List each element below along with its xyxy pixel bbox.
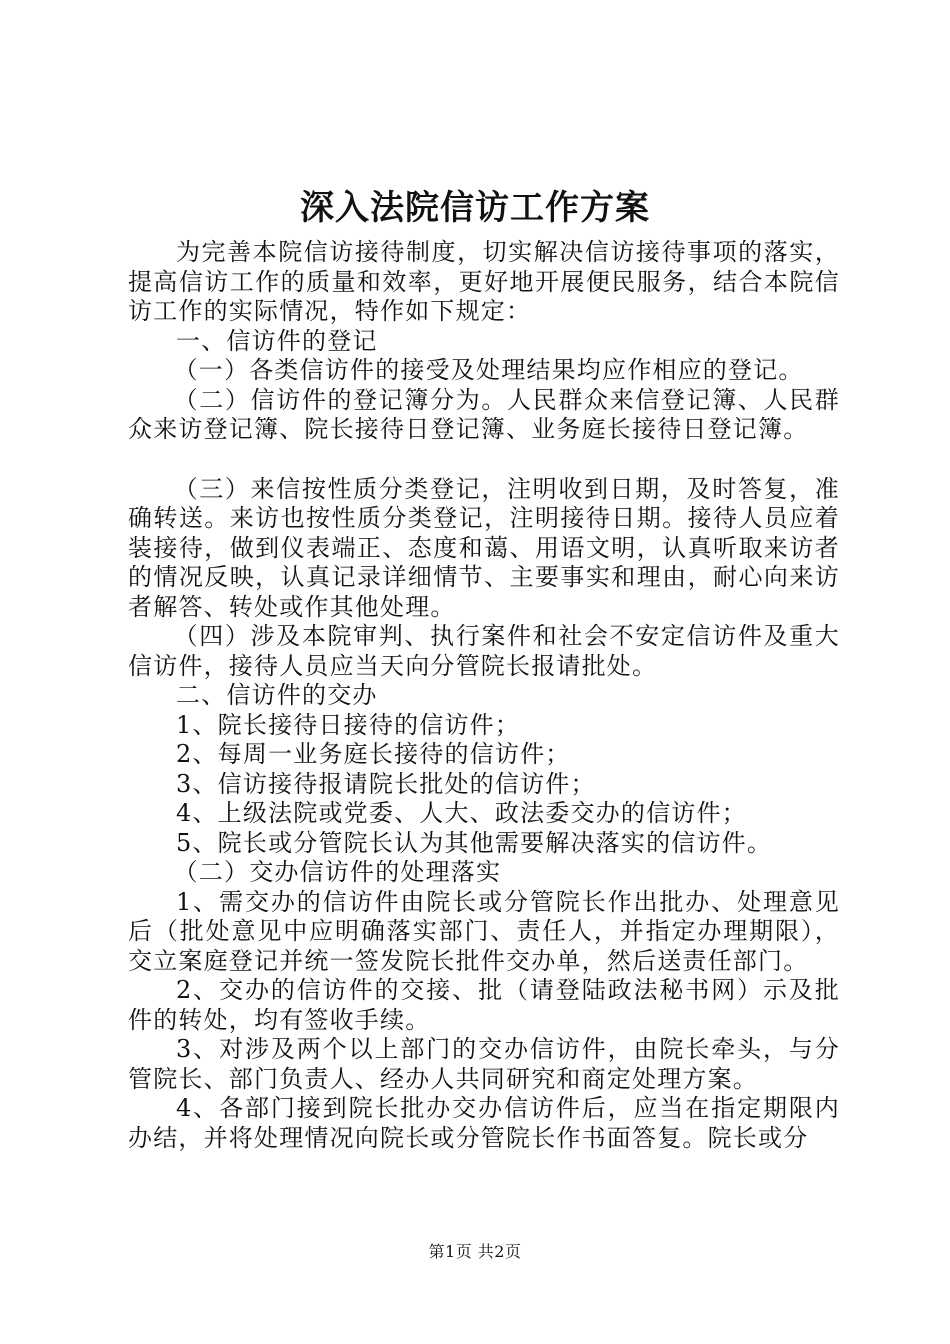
list-item: 3、信访接待报请院长批处的信访件； xyxy=(176,769,596,798)
section-heading-assignment: 二、信访件的交办 xyxy=(176,681,378,709)
list-item: 2、每周一业务庭长接待的信访件； xyxy=(176,740,571,768)
document-title: 深入法院信访工作方案 xyxy=(300,188,650,228)
document-body xyxy=(128,238,840,1153)
paragraph-item-4: （四）涉及本院审判、执行案件和社会不安定信访件及重大信访件，接待人员应当天向分管院长报请批处。 xyxy=(128,622,840,680)
list-item: 4、上级法院或党委、人大、政法委交办的信访件； xyxy=(176,799,747,827)
paragraph-handling-1: 1、需交办的信访件由院长或分管院长作出批办、处理意见后（批处意见中应明确落实部门、责任人，并指定办理期限），交立案庭登记并统一签发院长批件交办单，然后送责任部门。 xyxy=(128,887,840,975)
list-item: 1、院长接待日接待的信访件； xyxy=(176,710,521,739)
paragraph-gap xyxy=(128,445,840,475)
paragraph-item-3: （三）来信按性质分类登记，注明收到日期，及时答复，准确转送。来访也按性质分类登记，注明接待日期。接待人员应着装接待，做到仪表端正、态度和蔼、用语文明，认真听取来访者的情况反映，认真记录详细情节、主要事实和理由，耐心向来访者解答、转处或作其他处理。 xyxy=(128,474,840,621)
paragraph-handling-4: 4、各部门接到院长批办交办信访件后，应当在指定期限内办结，并将处理情况向院长或分管院长作书面答复。院长或分 xyxy=(128,1094,840,1152)
paragraph-item-1: （一）各类信访件的接受及处理结果均应作相应的登记。 xyxy=(173,356,804,384)
paragraph-handling-3: 3、对涉及两个以上部门的交办信访件，由院长牵头，与分管院长、部门负责人、经办人共同研究和商定处理方案。 xyxy=(128,1035,840,1093)
section-heading-registration: 一、信访件的登记 xyxy=(176,326,378,355)
paragraph-handling-2: 2、交办的信访件的交接、批（请登陆政法秘书网）示及批件的转处，均有签收手续。 xyxy=(128,976,840,1034)
subsection-heading-handling: （二）交办信访件的处理落实 xyxy=(173,858,502,886)
paragraph-item-2: （二）信访件的登记簿分为。人民群众来信登记簿、人民群众来访登记簿、院长接待日登记簿、业务庭长接待日登记簿。 xyxy=(128,385,840,443)
list-item: 5、院长或分管院长认为其他需要解决落实的信访件。 xyxy=(176,828,773,857)
page-number-footer: 第1页 共2页 xyxy=(428,1242,522,1261)
paragraph-intro: 为完善本院信访接待制度，切实解决信访接待事项的落实，提高信访工作的质量和效率，更好地开展便民服务，结合本院信访工作的实际情况，特作如下规定： xyxy=(128,238,840,325)
